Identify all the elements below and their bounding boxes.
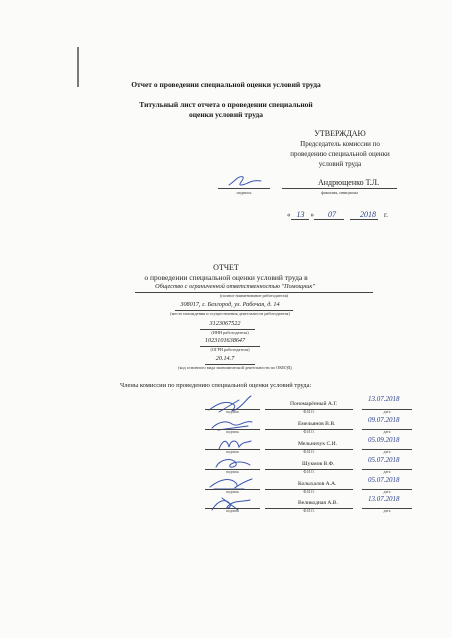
approver-name-caption: фамилия, инициалы [321, 190, 358, 195]
member-signature-caption: подпись [225, 450, 240, 454]
member-name-caption: Ф.И.О. [303, 470, 315, 474]
member-name-caption: Ф.И.О. [303, 450, 315, 454]
member-name: Великодная А.В. [298, 500, 338, 506]
member-name-caption: Ф.И.О. [303, 509, 315, 513]
member-date-caption: дата [383, 430, 391, 434]
employer-inn: 3123067522 [209, 320, 241, 327]
member-name-caption: Ф.И.О. [303, 430, 315, 434]
date-day-line [291, 219, 309, 220]
title-page-heading-line2: оценки условий труда [188, 110, 264, 119]
employer-ogrn: 1023101638647 [204, 337, 246, 344]
member-name-caption: Ф.И.О. [303, 490, 315, 494]
date-day: 13 [296, 210, 305, 219]
approver-name: Андрющенко Т.Л. [318, 178, 380, 187]
member-name: Мельничук С.И. [298, 441, 338, 447]
member-date: 05.07.2018 [368, 476, 400, 484]
approver-role-line3: условий труда [318, 160, 362, 168]
date-month: 07 [328, 210, 336, 219]
date-year-suffix: г. [384, 211, 388, 219]
member-name: Пономарённый А.Г. [290, 401, 338, 407]
member-date-caption: дата [383, 470, 391, 474]
approver-role-line2: проведению специальной оценки [290, 150, 390, 158]
approve-label: УТВЕРЖДАЮ [314, 129, 366, 138]
employer-inn-caption: (ИНН работодателя) [211, 330, 249, 335]
approver-name-line [282, 188, 397, 189]
member-date-caption: дата [383, 490, 391, 494]
approval-date [287, 210, 388, 219]
member-date: 09.07.2018 [368, 416, 400, 424]
report-subject: о проведении специальной оценки условий труда в [144, 273, 308, 282]
approver-signature [225, 171, 265, 189]
member-date-caption: дата [383, 450, 391, 454]
member-name: Шукмов В.Ф. [302, 461, 335, 467]
member-date: 13.07.2018 [368, 395, 400, 403]
member-date: 05.09.2018 [368, 436, 400, 444]
employer-name-caption: (полное наименование работодателя) [220, 293, 288, 298]
member-signature-caption: подпись [225, 470, 240, 474]
member-date: 13.07.2018 [368, 495, 400, 503]
date-close-quote: » [310, 211, 314, 219]
employer-address-caption: (место нахождения и осуществления деятельности работодателя) [170, 311, 290, 316]
approver-signature-line [218, 188, 270, 189]
date-year: 2018 [360, 210, 376, 219]
member-name: Емельянов В.В. [298, 421, 336, 427]
member-date-caption: дата [383, 509, 391, 513]
member-name-caption: Ф.И.О. [303, 410, 315, 414]
employer-ogrn-caption: (ОГРН работодателя) [210, 347, 250, 352]
member-signature-caption: подпись [225, 490, 240, 494]
employer-name: Общество с ограниченной ответственностью "Помощник" [155, 283, 315, 290]
document-title: Отчет о проведении специальной оценки условий труда [131, 80, 321, 89]
member-signature-caption: подпись [225, 410, 240, 414]
member-signature-caption: подпись [225, 509, 240, 513]
title-page-heading-line1: Титульный лист отчета о проведении специальной [139, 100, 313, 109]
report-heading: ОТЧЕТ [213, 263, 239, 272]
commission-members-heading: Члены комиссии по проведению специальной оценки условий труда: [120, 382, 312, 389]
date-year-line [350, 219, 378, 220]
employer-okved-caption: (код основного вида экономической деятельности по ОКВЭД) [178, 365, 292, 370]
date-month-line [314, 219, 344, 220]
date-open-quote: « [287, 211, 291, 219]
employer-address: 308017, г. Белгород, ул. Рабочая, д. 14 [180, 301, 280, 308]
member-signature-caption: подпись [225, 430, 240, 434]
approver-signature-caption: подпись [236, 190, 252, 195]
approver-role-line1: Председатель комиссии по [300, 140, 380, 148]
member-date-caption: дата [383, 410, 391, 414]
member-name: Колыхалов А.А. [298, 481, 337, 487]
member-date: 05.07.2018 [368, 456, 400, 464]
employer-okved: 20.14.7 [215, 355, 235, 362]
